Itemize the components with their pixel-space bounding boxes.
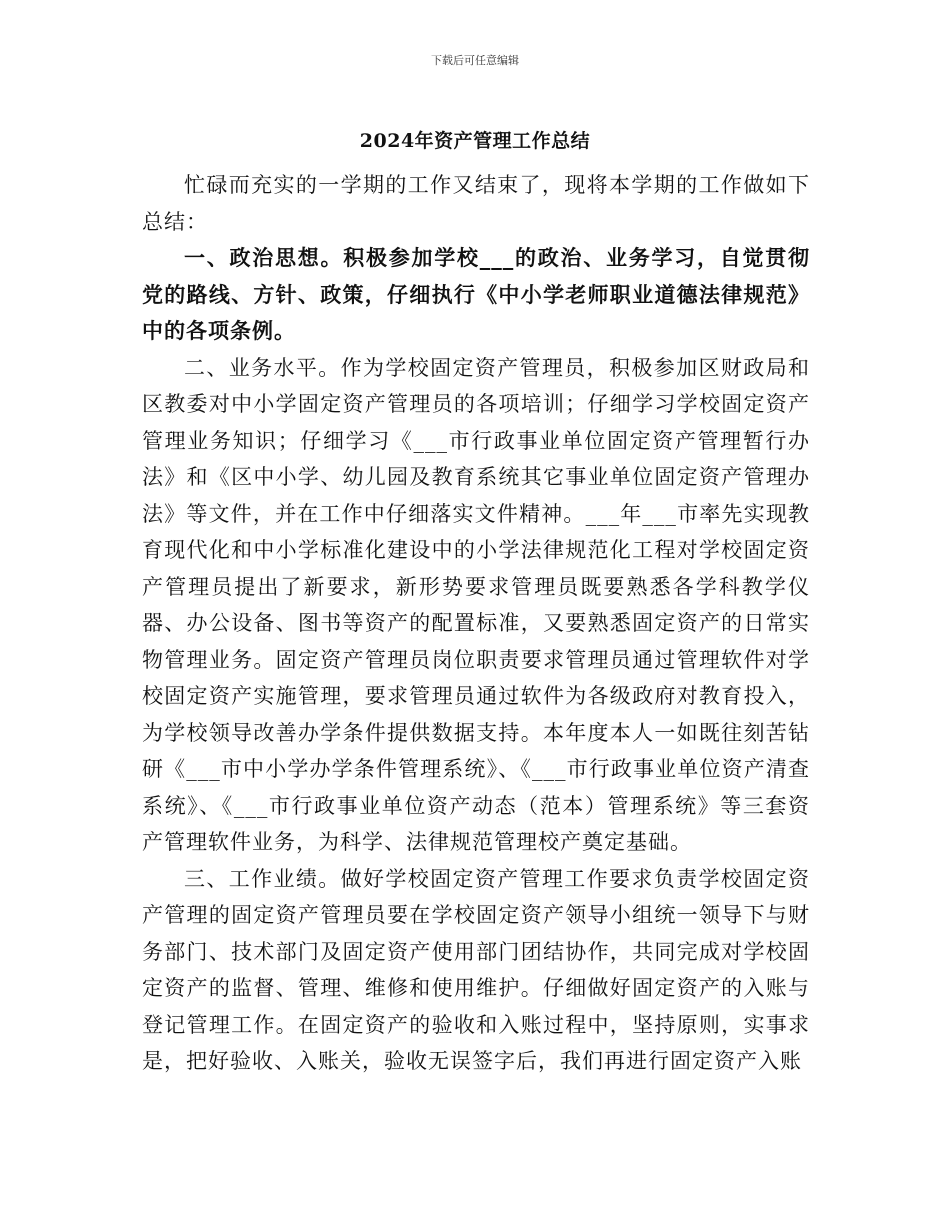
paragraph-work-performance: 三、工作业绩。做好学校固定资产管理工作要求负责学校固定资产管理的固定资产管理员要在学校固定资产领导小组统一领导下与财务部门、技术部门及固定资产使用部门团结协作，共同完成对学校固定资产的监督、管理、维修和使用维护。仔细做好固定资产的入账与登记管理工作。在固定资产的验收和入账过程中，坚持原则，实事求是，把好验收、入账关，验收无误签字后，我们再进行固定资产入账 [142,866,810,1073]
document-body [142,167,810,1080]
header-note: 下载后可任意编辑 [431,54,519,67]
paragraph-intro: 忙碌而充实的一学期的工作又结束了，现将本学期的工作做如下总结： [142,173,810,234]
document-title: 2024年资产管理工作总结 [359,130,591,152]
paragraph-political-thought: 一、政治思想。积极参加学校___的政治、业务学习，自觉贯彻党的路线、方针、政策，仔细执行《中小学老师职业道德法律规范》中的各项条例。 [142,246,810,343]
paragraph-business-level: 二、业务水平。作为学校固定资产管理员，积极参加区财政局和区教委对中小学固定资产管理员的各项培训；仔细学习学校固定资产管理业务知识；仔细学习《___市行政事业单位固定资产管理暂行办法》和《区中小学、幼儿园及教育系统其它事业单位固定资产管理办法》等文件，并在工作中仔细落实文件精神。___年___市率先实现教育现代化和中小学标准化建设中的小学法律规范化工程对学校固定资产管理员提出了新要求，新形势要求管理员既要熟悉各学科教学仪器、办公设备、图书等资产的配置标准，又要熟悉固定资产的日常实物管理业务。固定资产管理员岗位职责要求管理员通过管理软件对学校固定资产实施管理，要求管理员通过软件为各级政府对教育投入，为学校领导改善办学条件提供数据支持。本年度本人一如既往刻苦钻研《___市中小学办学条件管理系统》、《___市行政事业单位资产清查系统》、《___市行政事业单位资产动态（范本）管理系统》等三套资产管理软件业务，为科学、法律规范管理校产奠定基础。 [142,355,810,854]
